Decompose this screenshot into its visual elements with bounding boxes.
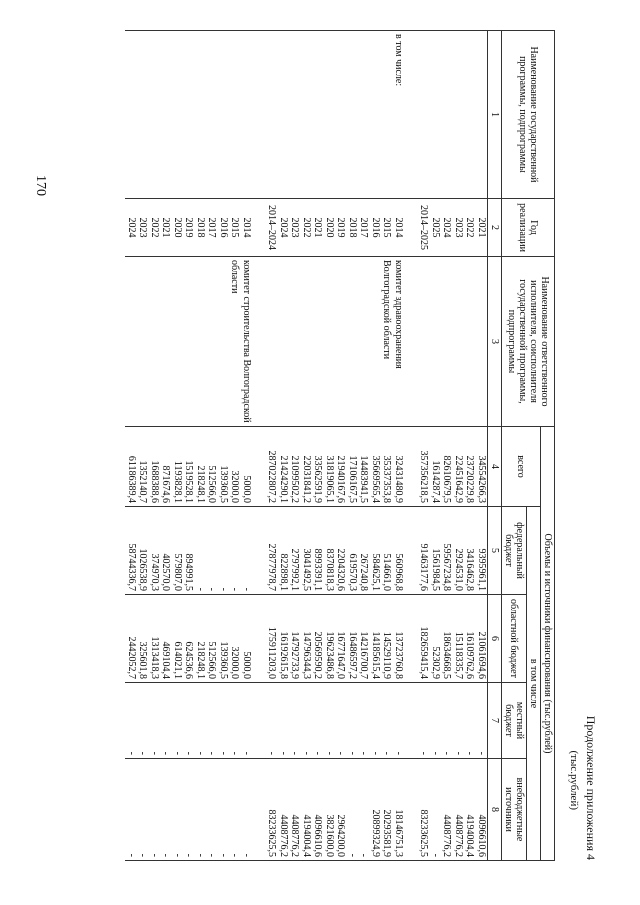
table-cell: 267240,8 <box>358 507 370 595</box>
table-row <box>149 31 161 861</box>
table-cell: 139360,5 <box>218 427 230 507</box>
table-cell <box>278 31 290 199</box>
table-cell: 22451642,9 <box>453 427 465 507</box>
table-cell: - <box>301 683 313 759</box>
table-cell: 33562591,9 <box>312 427 324 507</box>
spacer-row <box>404 31 418 861</box>
col-number: 8 <box>488 759 502 861</box>
table-cell <box>172 31 184 199</box>
table-cell: 8370818,3 <box>324 507 336 595</box>
table-cell: 2025 <box>430 199 442 257</box>
table-cell <box>218 31 230 199</box>
table-cell <box>195 31 207 199</box>
table-row <box>441 31 453 861</box>
table-cell: - <box>312 683 324 759</box>
table-cell: 2021 <box>476 199 488 257</box>
table-cell: 2014–2024 <box>266 199 278 257</box>
table-cell: 2015 <box>381 199 393 257</box>
table-cell <box>404 31 418 199</box>
table-cell: 4194004,4 <box>301 759 313 861</box>
table-cell: - <box>229 683 241 759</box>
table-cell: 31819065,1 <box>324 427 336 507</box>
table-cell: - <box>289 683 301 759</box>
header-including: в том числе <box>527 507 541 861</box>
table-cell <box>252 31 266 199</box>
table-cell: 1026538,9 <box>137 507 149 595</box>
table-cell: 584625,1 <box>370 507 382 595</box>
table-row <box>476 31 488 861</box>
table-cell: 218248,1 <box>195 427 207 507</box>
col-number: 1 <box>488 31 502 199</box>
table-cell: 27877978,7 <box>266 507 278 595</box>
table-cell: 32000,0 <box>229 595 241 683</box>
table-row <box>324 31 336 861</box>
table-cell: 14529110,9 <box>381 595 393 683</box>
table-cell: - <box>149 759 161 861</box>
table-cell <box>252 683 266 759</box>
table-cell <box>252 427 266 507</box>
table-cell <box>453 31 465 199</box>
table-cell <box>404 257 418 427</box>
table-cell: 2204320,6 <box>335 507 347 595</box>
table-cell: - <box>218 507 230 595</box>
table-cell: 9395961,1 <box>476 507 488 595</box>
table-cell: 32000,0 <box>229 427 241 507</box>
table-cell: 2023 <box>453 199 465 257</box>
table-row <box>241 31 253 861</box>
table-cell: - <box>195 759 207 861</box>
table-cell: 822898,1 <box>278 507 290 595</box>
table-cell: - <box>241 507 253 595</box>
table-row <box>206 31 218 861</box>
table-cell: - <box>324 683 336 759</box>
table-cell: - <box>335 683 347 759</box>
table-cell: - <box>453 683 465 759</box>
table-cell: 16109762,6 <box>464 595 476 683</box>
table-cell <box>347 31 359 199</box>
table-cell: 2018 <box>195 199 207 257</box>
table-cell: 4408776,2 <box>453 759 465 861</box>
table-cell <box>137 31 149 199</box>
header-total: всего <box>502 427 541 507</box>
table-cell: - <box>358 759 370 861</box>
table-cell: 2021 <box>312 199 324 257</box>
table-cell: 61186389,4 <box>126 427 138 507</box>
table-row <box>370 31 382 861</box>
table-cell: 619570,3 <box>347 507 359 595</box>
table-cell: - <box>393 683 405 759</box>
table-cell: 14483941,5 <box>358 427 370 507</box>
table-cell: 2015 <box>229 199 241 257</box>
header-regional: областной бюджет <box>502 595 527 683</box>
table-cell: 21424290,1 <box>278 427 290 507</box>
table-cell: - <box>229 759 241 861</box>
table-cell: - <box>347 683 359 759</box>
table-cell: 4408776,2 <box>441 759 453 861</box>
table-row <box>358 31 370 861</box>
table-cell: 15118335,7 <box>453 595 465 683</box>
table-cell: 1313418,3 <box>149 595 161 683</box>
table-cell: 52302,9 <box>430 595 442 683</box>
table-cell: 2016 <box>218 199 230 257</box>
table-cell: - <box>464 683 476 759</box>
table-cell: - <box>418 683 430 759</box>
table-cell: 5000,0 <box>241 427 253 507</box>
table-cell: - <box>229 507 241 595</box>
table-cell: 514661,0 <box>381 507 393 595</box>
table-cell: - <box>183 683 195 759</box>
table-cell <box>370 31 382 199</box>
table-cell <box>404 683 418 759</box>
col-number: 7 <box>488 683 502 759</box>
table-cell: 2016 <box>370 199 382 257</box>
table-cell: - <box>241 683 253 759</box>
table-cell <box>252 257 266 427</box>
table-cell: 2017 <box>206 199 218 257</box>
rotated-document <box>35 30 600 885</box>
table-cell: 4408776,2 <box>278 759 290 861</box>
table-cell <box>404 199 418 257</box>
table-cell: - <box>218 759 230 861</box>
table-row <box>172 31 184 861</box>
table-cell: - <box>195 683 207 759</box>
table-cell: 58744336,7 <box>126 507 138 595</box>
table-cell: 18146751,3 <box>393 759 405 861</box>
table-cell <box>160 31 172 199</box>
table-cell: 614021,1 <box>172 595 184 683</box>
col-number: 2 <box>488 199 502 257</box>
table-cell: 579807,0 <box>172 507 184 595</box>
table-cell <box>252 759 266 861</box>
table-cell <box>381 31 393 199</box>
table-cell <box>206 31 218 199</box>
table-cell: - <box>430 683 442 759</box>
table-cell: 871674,6 <box>160 427 172 507</box>
table-cell: - <box>137 683 149 759</box>
table-cell: 2019 <box>183 199 195 257</box>
table-cell: 20293581,9 <box>381 759 393 861</box>
table-cell: 1193828,1 <box>172 427 184 507</box>
table-body <box>126 31 488 861</box>
table-cell: 2024 <box>278 199 290 257</box>
table-cell: 2024 <box>441 199 453 257</box>
table-cell: 1688388,6 <box>149 427 161 507</box>
table-cell: 21099502,2 <box>289 427 301 507</box>
table-cell: 34554266,3 <box>476 427 488 507</box>
table-cell: 2023 <box>289 199 301 257</box>
table-cell <box>289 31 301 199</box>
table-row <box>464 31 476 861</box>
table-cell: 2017 <box>358 199 370 257</box>
page-number: 170 <box>33 175 48 196</box>
table-cell: 19623486,8 <box>324 595 336 683</box>
table-cell: 82610679,5 <box>441 427 453 507</box>
table-cell <box>252 199 266 257</box>
table-row <box>430 31 442 861</box>
header-extra: внебюджетные источники <box>502 759 527 861</box>
table-cell <box>404 595 418 683</box>
table-cell: 2022 <box>464 199 476 257</box>
table-cell: 2014–2025 <box>418 199 430 257</box>
table-cell <box>358 31 370 199</box>
table-cell: 2023 <box>137 199 149 257</box>
table-cell: - <box>206 683 218 759</box>
table-cell: 2024 <box>126 199 138 257</box>
table-cell: 3416462,8 <box>464 507 476 595</box>
table-cell <box>404 427 418 507</box>
table-row <box>218 31 230 861</box>
table-cell <box>229 31 241 199</box>
table-row <box>278 31 290 861</box>
table-cell: 218248,1 <box>195 595 207 683</box>
table-cell: 1614287,4 <box>430 427 442 507</box>
table-cell: 2019 <box>335 199 347 257</box>
table-cell <box>266 31 278 199</box>
table-cell: 182659415,4 <box>418 595 430 683</box>
table-row <box>183 31 195 861</box>
table-cell: - <box>160 759 172 861</box>
table-cell: 16192615,8 <box>278 595 290 683</box>
table-cell <box>149 31 161 199</box>
table-cell: 59567234,8 <box>441 507 453 595</box>
table-cell: - <box>160 683 172 759</box>
spacer-row <box>252 31 266 861</box>
table-cell: 2021 <box>160 199 172 257</box>
table-cell: 20899324,9 <box>370 759 382 861</box>
table-cell: 2797992,1 <box>289 507 301 595</box>
table-row <box>418 31 430 861</box>
table-cell: 4096610,6 <box>312 759 324 861</box>
header-year: Год реализации <box>502 199 555 257</box>
table-cell: 2020 <box>172 199 184 257</box>
table-cell: - <box>126 683 138 759</box>
table-cell: 894991,5 <box>183 507 195 595</box>
table-cell: - <box>195 507 207 595</box>
table-row <box>335 31 347 861</box>
financing-table <box>126 30 556 861</box>
table-cell: - <box>172 683 184 759</box>
table-cell: 5000,0 <box>241 595 253 683</box>
table-cell: 83233625,5 <box>266 759 278 861</box>
table-cell <box>441 31 453 199</box>
table-cell: 4096610,6 <box>476 759 488 861</box>
header-executor: Наименование ответственного исполнителя, соисполнителя государственной программы, подпрограммы <box>502 257 555 427</box>
table-row <box>195 31 207 861</box>
header-federal: федеральный бюджет <box>502 507 527 595</box>
table-cell: - <box>430 759 442 861</box>
table-cell: комитет строительства Волгоградской области <box>126 257 253 427</box>
table-cell: - <box>126 759 138 861</box>
table-cell: 374970,3 <box>149 507 161 595</box>
table-cell: - <box>241 759 253 861</box>
table-cell: - <box>183 759 195 861</box>
table-cell <box>301 31 313 199</box>
table-cell: 287022807,2 <box>266 427 278 507</box>
table-cell: 8993391,1 <box>312 507 324 595</box>
table-cell: 175911203,0 <box>266 595 278 683</box>
table-row <box>266 31 278 861</box>
table-cell: 139360,5 <box>218 595 230 683</box>
table-cell: 16771647,0 <box>335 595 347 683</box>
table-cell: 4194004,4 <box>464 759 476 861</box>
header-program: Наименование государственной программы, подпрограммы <box>502 31 555 199</box>
table-cell <box>430 31 442 199</box>
table-cell: - <box>370 683 382 759</box>
table-row <box>160 31 172 861</box>
table-cell <box>183 31 195 199</box>
table-cell: 3041492,5 <box>301 507 313 595</box>
table-row <box>393 31 405 861</box>
table-cell: 16486597,2 <box>347 595 359 683</box>
table-cell: - <box>206 507 218 595</box>
table-cell <box>252 507 266 595</box>
table-cell: 21061694,6 <box>476 595 488 683</box>
col-number: 4 <box>488 427 502 507</box>
table-cell: 32431480,9 <box>393 427 405 507</box>
table-cell <box>324 31 336 199</box>
table-cell: 21940167,6 <box>335 427 347 507</box>
table-cell <box>241 31 253 199</box>
table-cell: 91463177,6 <box>418 507 430 595</box>
table-cell: 357356218,5 <box>418 427 430 507</box>
table-cell: 2442052,7 <box>126 595 138 683</box>
table-cell: 624536,6 <box>183 595 195 683</box>
table-row <box>347 31 359 861</box>
table-cell: 14792733,9 <box>289 595 301 683</box>
table-cell: 325601,8 <box>137 595 149 683</box>
table-cell: 35337353,8 <box>381 427 393 507</box>
table-cell: 2018 <box>347 199 359 257</box>
table-cell: 2014 <box>241 199 253 257</box>
table-cell: 2020 <box>324 199 336 257</box>
table-cell: 22031841,2 <box>301 427 313 507</box>
table-cell: - <box>266 683 278 759</box>
table-cell: 1352140,7 <box>137 427 149 507</box>
table-cell <box>335 31 347 199</box>
continuation-label: Продолжение приложения 4 <box>584 715 598 860</box>
table-row <box>137 31 149 861</box>
table-cell: 512566,0 <box>206 595 218 683</box>
table-row <box>229 31 241 861</box>
table-row <box>381 31 393 861</box>
table-cell: - <box>218 683 230 759</box>
table-cell: - <box>358 683 370 759</box>
table-cell: 14796344,3 <box>301 595 313 683</box>
table-cell: - <box>137 759 149 861</box>
units-label: (тыс.рублей) <box>568 750 580 810</box>
table-cell: 20569590,2 <box>312 595 324 683</box>
table-cell <box>464 31 476 199</box>
table-row <box>312 31 324 861</box>
table-cell: 2022 <box>301 199 313 257</box>
table-cell: 2964200,0 <box>335 759 347 861</box>
table-cell <box>418 31 430 199</box>
table-cell: 13723760,8 <box>393 595 405 683</box>
table-cell: - <box>278 683 290 759</box>
header-volumes: Объемы и источники финансирования (тыс.рублей) <box>541 427 555 861</box>
table-cell <box>312 31 324 199</box>
table-cell: 3821600,0 <box>324 759 336 861</box>
table-cell: 83233625,5 <box>418 759 430 861</box>
table-cell <box>252 595 266 683</box>
table-row <box>453 31 465 861</box>
col-number: 3 <box>488 257 502 427</box>
table-cell <box>476 31 488 199</box>
table-cell: в том числе: <box>393 31 405 199</box>
table-cell: - <box>149 683 161 759</box>
table-cell: - <box>172 759 184 861</box>
table-cell: 402570,0 <box>160 507 172 595</box>
table-cell: - <box>381 683 393 759</box>
table-cell <box>126 31 138 199</box>
table-cell: 23720229,8 <box>464 427 476 507</box>
table-cell: 2022 <box>149 199 161 257</box>
table-cell <box>404 507 418 595</box>
table-row <box>301 31 313 861</box>
table-cell: 4408776,2 <box>289 759 301 861</box>
table-cell: - <box>347 759 359 861</box>
table-cell: 35669565,4 <box>370 427 382 507</box>
table-cell: 14216700,7 <box>358 595 370 683</box>
table-cell: 1519528,1 <box>183 427 195 507</box>
table-cell: 560968,8 <box>393 507 405 595</box>
table-cell: 469104,4 <box>160 595 172 683</box>
table-cell <box>418 257 488 427</box>
col-number: 5 <box>488 507 502 595</box>
table-cell: 2014 <box>393 199 405 257</box>
table-cell: - <box>441 683 453 759</box>
table-row <box>126 31 138 861</box>
table-cell: комитет здравоохранения Волгоградской области <box>266 257 404 427</box>
table-cell: 512566,0 <box>206 427 218 507</box>
table-cell: 1561984,5 <box>430 507 442 595</box>
table-cell: - <box>206 759 218 861</box>
table-row <box>289 31 301 861</box>
table-cell: - <box>476 683 488 759</box>
table-cell: 2924531,0 <box>453 507 465 595</box>
header-local: местный бюджет <box>502 683 527 759</box>
table-cell: 14185615,4 <box>370 595 382 683</box>
table-cell <box>404 759 418 861</box>
table-cell: 18634668,5 <box>441 595 453 683</box>
col-number: 6 <box>488 595 502 683</box>
table-cell: 17106167,5 <box>347 427 359 507</box>
